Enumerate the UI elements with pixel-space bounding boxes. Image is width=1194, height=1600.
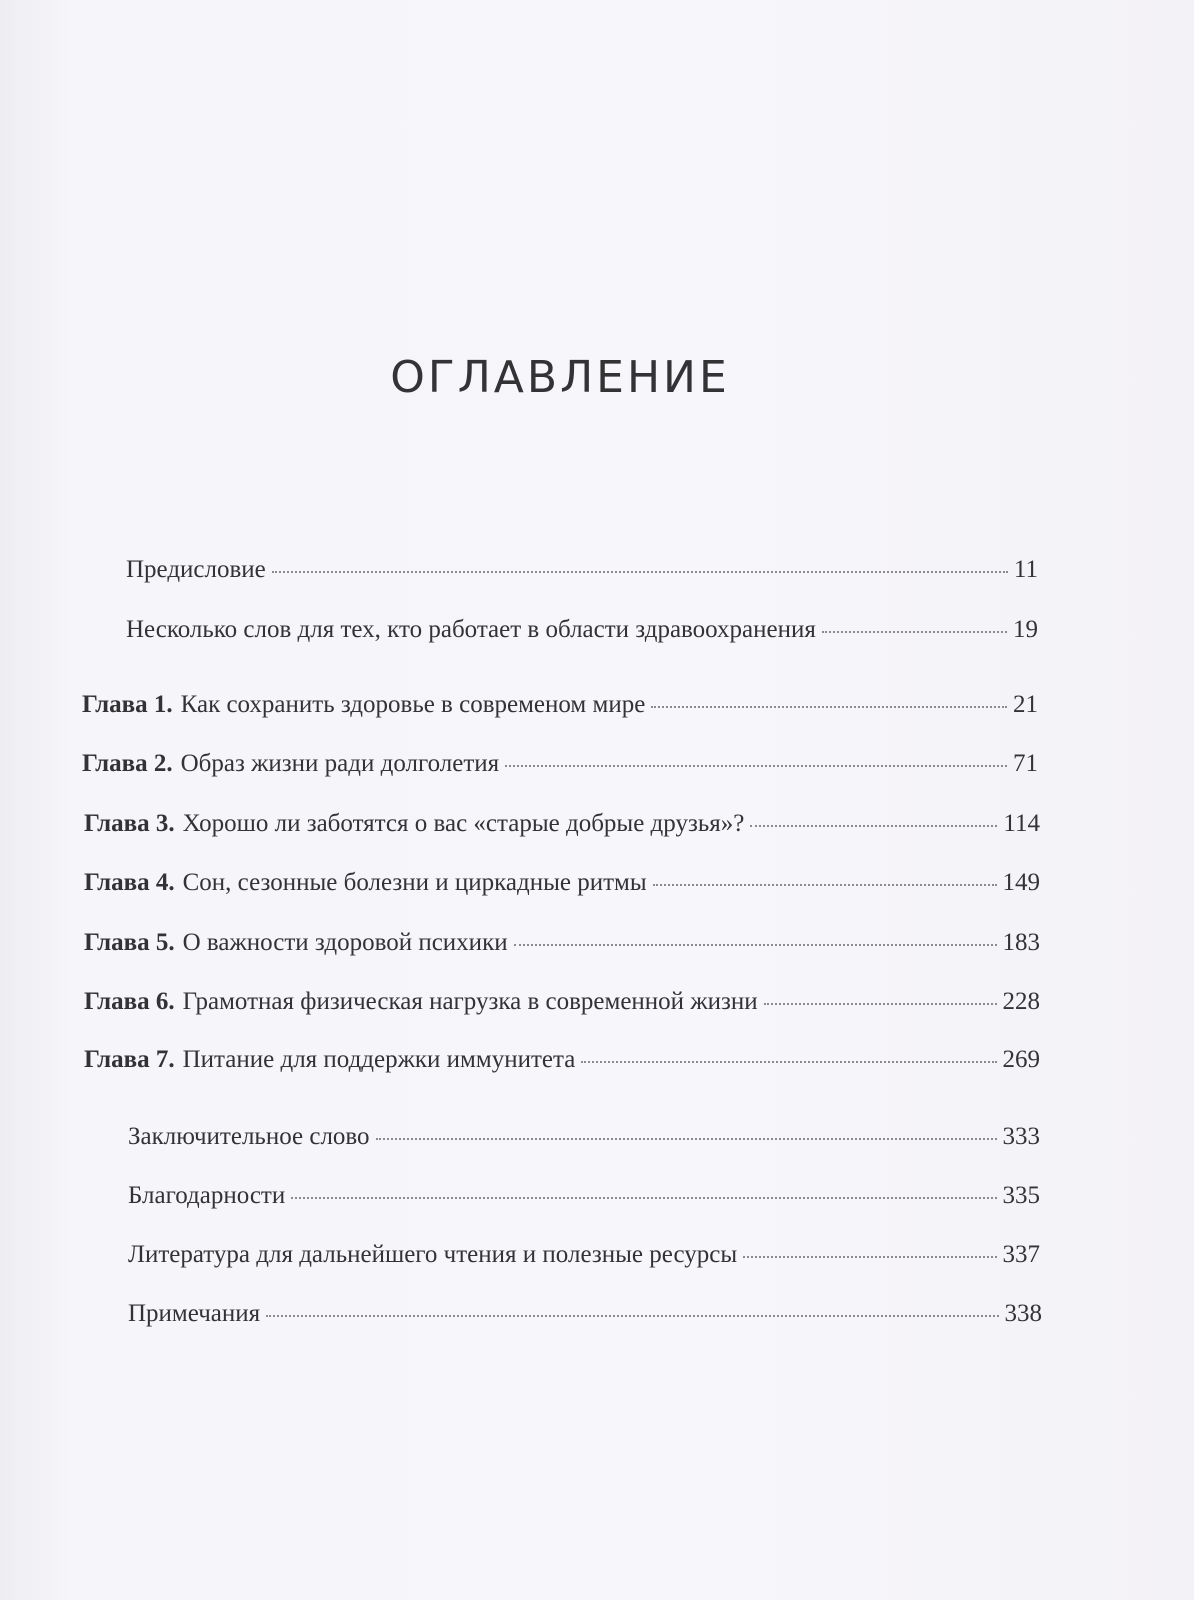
dot-leader	[822, 631, 1007, 633]
entry-title: Литература для дальнейшего чтения и полезные ресурсы	[128, 1241, 738, 1268]
entry-title: Грамотная физическая нагрузка в современной жизни	[182, 988, 758, 1015]
entry-title: Как сохранить здоровье в современом мире	[180, 691, 646, 718]
entry-title: Заключительное слово	[128, 1123, 370, 1150]
dot-leader	[291, 1197, 996, 1199]
chapter-label: Глава 7.	[84, 1046, 175, 1073]
dot-leader	[651, 706, 1007, 708]
entry-title: Примечания	[128, 1300, 261, 1327]
toc-entry-healthcare-note	[126, 616, 1038, 644]
toc-entry-chapter-2	[82, 750, 1038, 778]
toc-entry-notes	[128, 1300, 1042, 1328]
page-number: 11	[1013, 556, 1038, 583]
entry-title: О важности здоровой психики	[182, 929, 508, 956]
page-number: 21	[1013, 691, 1038, 718]
dot-leader	[514, 944, 997, 946]
toc-entry-chapter-3	[84, 810, 1040, 838]
entry-title: Хорошо ли заботятся о вас «старые добрые друзья»?	[182, 810, 745, 837]
page-number: 19	[1013, 616, 1038, 643]
entry-title: Благодарности	[128, 1182, 286, 1209]
page-number: 338	[1004, 1300, 1042, 1327]
page-number: 228	[1002, 988, 1040, 1015]
toc-entry-preface	[126, 556, 1038, 584]
dot-leader	[266, 1315, 998, 1317]
page-number: 149	[1002, 869, 1040, 896]
chapter-label: Глава 2.	[82, 750, 173, 777]
entry-title: Несколько слов для тех, кто работает в области здравоохранения	[126, 616, 816, 643]
dot-leader	[505, 765, 1007, 767]
dot-leader	[653, 884, 997, 886]
entry-title: Сон, сезонные болезни и циркадные ритмы	[182, 869, 647, 896]
dot-leader	[750, 825, 997, 827]
dot-leader	[743, 1256, 996, 1258]
entry-title: Питание для поддержки иммунитета	[182, 1046, 576, 1073]
chapter-label: Глава 4.	[84, 869, 175, 896]
entry-title: Предисловие	[126, 556, 266, 583]
page-number: 71	[1013, 750, 1038, 777]
dot-leader	[272, 571, 1008, 573]
chapter-label: Глава 3.	[84, 810, 175, 837]
toc-entry-chapter-1	[82, 691, 1038, 719]
chapter-label: Глава 6.	[84, 988, 175, 1015]
dot-leader	[764, 1003, 997, 1005]
toc-entry-chapter-6	[84, 988, 1040, 1016]
toc-entry-chapter-7	[84, 1046, 1040, 1074]
chapter-label: Глава 1.	[82, 691, 173, 718]
toc-entry-chapter-4	[84, 869, 1040, 897]
page-number: 114	[1003, 810, 1040, 837]
page-number: 183	[1002, 929, 1040, 956]
dot-leader	[581, 1061, 996, 1063]
dot-leader	[376, 1138, 997, 1140]
toc-entry-chapter-5	[84, 929, 1040, 957]
page-number: 337	[1002, 1241, 1040, 1268]
page-number: 269	[1002, 1046, 1040, 1073]
page-number: 335	[1002, 1182, 1040, 1209]
chapter-label: Глава 5.	[84, 929, 175, 956]
entry-title: Образ жизни ради долголетия	[180, 750, 500, 777]
page-title: ОГЛАВЛЕНИЕ	[390, 352, 730, 403]
toc-entry-further-reading	[128, 1241, 1040, 1269]
toc-entry-afterword	[128, 1123, 1040, 1151]
toc-entry-acknowledgements	[128, 1182, 1040, 1210]
page-number: 333	[1002, 1123, 1040, 1150]
